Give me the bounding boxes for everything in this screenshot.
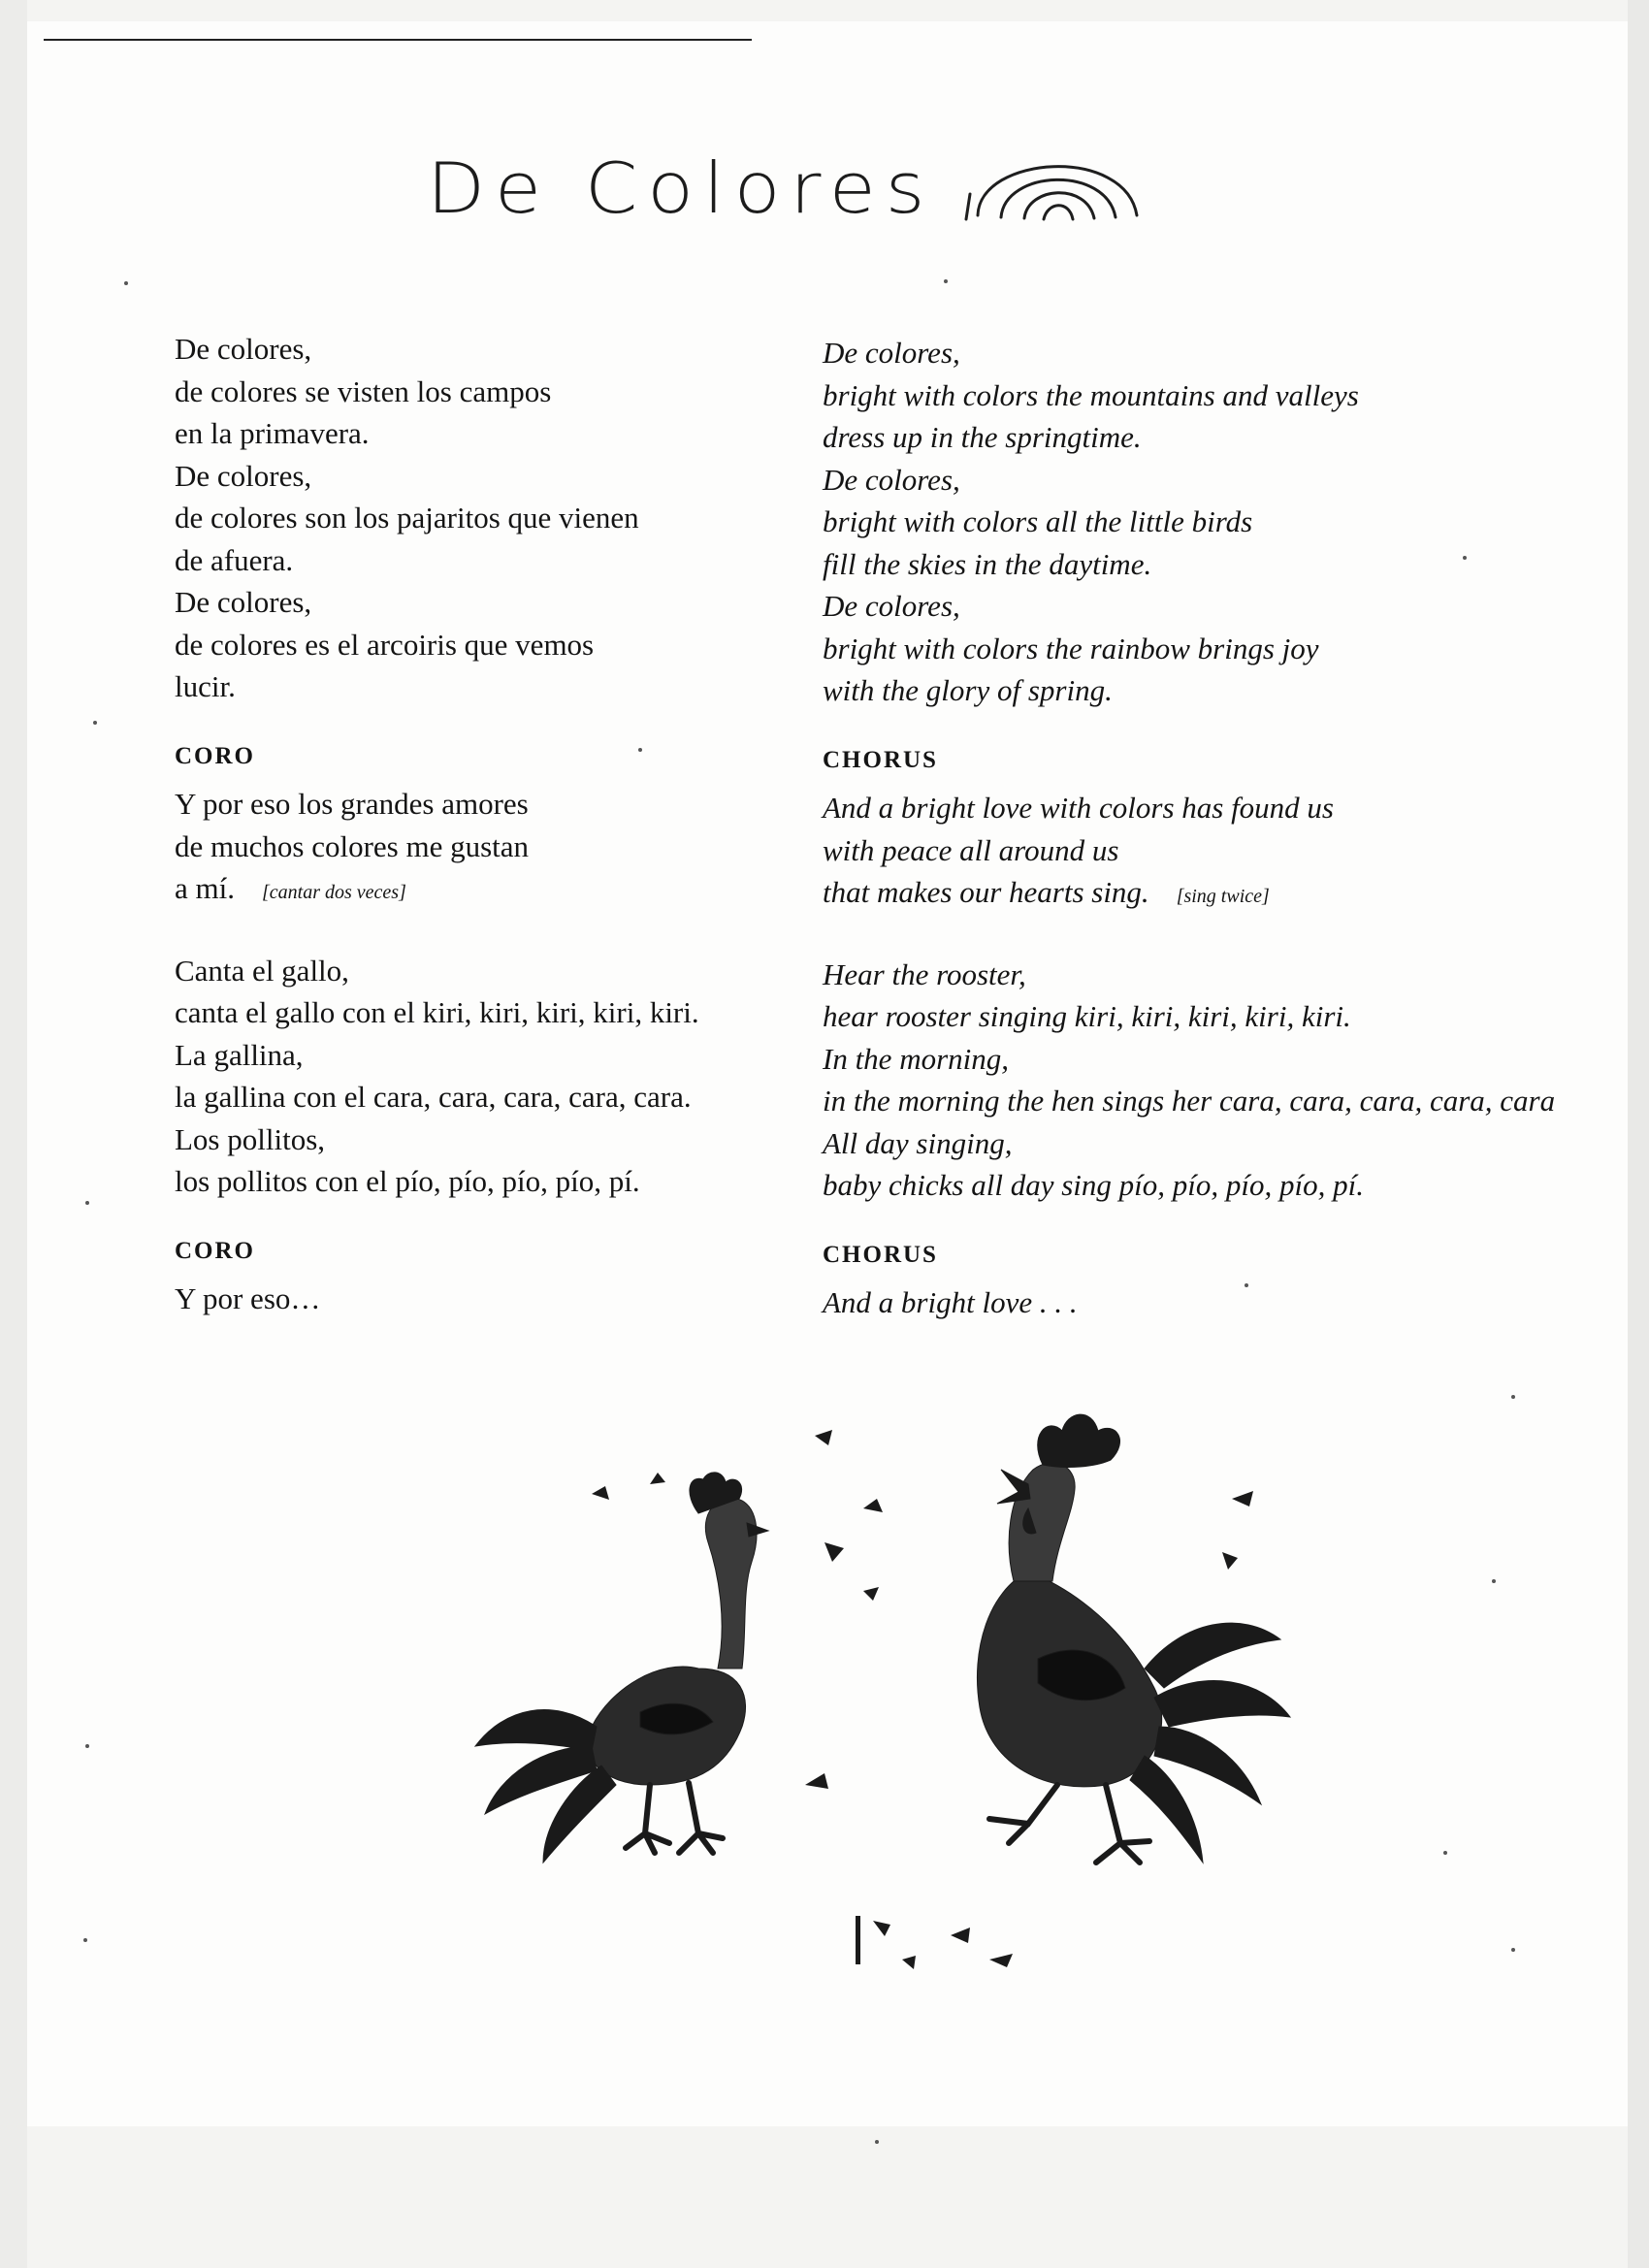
- lyric-line: baby chicks all day sing pío, pío, pío, pío, pí.: [823, 1168, 1364, 1202]
- page-title: De Colores: [427, 148, 935, 230]
- chorus-heading: CORO: [175, 1237, 255, 1264]
- lyric-line: canta el gallo con el kiri, kiri, kiri, kiri, kiri.: [175, 995, 699, 1029]
- lyric-line: la gallina con el cara, cara, cara, cara, cara.: [175, 1080, 692, 1114]
- lyric-line: in the morning the hen sings her cara, cara, cara, cara, cara: [823, 1084, 1556, 1118]
- spanish-lyrics: [175, 328, 776, 1320]
- english-verse-1: [823, 332, 1618, 712]
- lyric-line: lucir.: [175, 669, 236, 703]
- repeat-note: [cantar dos veces]: [262, 882, 406, 903]
- lyric-line: bright with colors all the little birds: [823, 504, 1253, 538]
- lyric-line: de muchos colores me gustan: [175, 828, 530, 863]
- lyric-line: Y por eso los grandes amores: [175, 787, 529, 821]
- lyric-line: bright with colors the mountains and valleys: [823, 377, 1359, 412]
- lyric-line: de colores se visten los campos: [175, 373, 552, 408]
- lyric-line: fill the skies in the daytime.: [823, 546, 1152, 581]
- lyric-line: de colores es el arcoiris que vemos: [175, 627, 595, 662]
- lyric-line: de afuera.: [175, 542, 294, 577]
- lyric-line: De colores,: [175, 585, 312, 619]
- lyric-line: Canta el gallo,: [175, 953, 349, 988]
- lyric-line: los pollitos con el pío, pío, pío, pío, pí.: [175, 1164, 640, 1198]
- lyric-line: And a bright love . . .: [823, 1285, 1078, 1319]
- lyric-line: De colores,: [175, 458, 312, 493]
- lyric-line: De colores,: [823, 336, 960, 370]
- chorus-heading: CHORUS: [823, 746, 938, 773]
- lyric-line: en la primavera.: [175, 416, 370, 450]
- lyric-line: that makes our hearts sing.: [823, 875, 1149, 909]
- top-rule: [44, 39, 752, 41]
- english-verse-2: [823, 954, 1618, 1207]
- lyric-line: a mí.: [175, 871, 235, 905]
- lyric-line: In the morning,: [823, 1041, 1010, 1076]
- spanish-chorus: [175, 783, 776, 915]
- repeat-note: [sing twice]: [1176, 886, 1270, 907]
- english-chorus: [823, 787, 1618, 919]
- lyric-line: dress up in the springtime.: [823, 420, 1142, 454]
- lyric-line: hear rooster singing kiri, kiri, kiri, kiri, kiri.: [823, 999, 1351, 1033]
- rainbow-icon: [960, 126, 1154, 223]
- lyric-line: de colores son los pajaritos que vienen: [175, 501, 639, 535]
- scan-edge-right: [1628, 0, 1649, 2268]
- chorus-heading: CHORUS: [823, 1241, 938, 1268]
- lyric-line: De colores,: [823, 589, 960, 623]
- hen-and-rooster-illustration: [407, 1377, 1358, 1979]
- lyric-line: with the glory of spring.: [823, 673, 1113, 707]
- lyric-line: And a bright love with colors has found us: [823, 791, 1334, 825]
- lyric-line: De colores,: [175, 332, 312, 366]
- lyric-line: Los pollitos,: [175, 1121, 326, 1156]
- lyric-line: All day singing,: [823, 1125, 1013, 1160]
- scan-edge-left: [0, 0, 27, 2268]
- english-lyrics: [823, 332, 1618, 1324]
- lyric-line: bright with colors the rainbow brings joy: [823, 631, 1319, 665]
- spanish-verse-1: [175, 328, 776, 708]
- hen-icon: [475, 1473, 768, 1863]
- spanish-verse-2: [175, 950, 776, 1203]
- lyric-line: De colores,: [823, 462, 960, 497]
- rooster-icon: [977, 1414, 1290, 1863]
- lyric-line: Y por eso…: [175, 1281, 321, 1315]
- lyric-line: La gallina,: [175, 1037, 304, 1072]
- lyric-line: with peace all around us: [823, 832, 1119, 867]
- chorus-heading: CORO: [175, 742, 255, 769]
- lyric-line: Hear the rooster,: [823, 956, 1026, 991]
